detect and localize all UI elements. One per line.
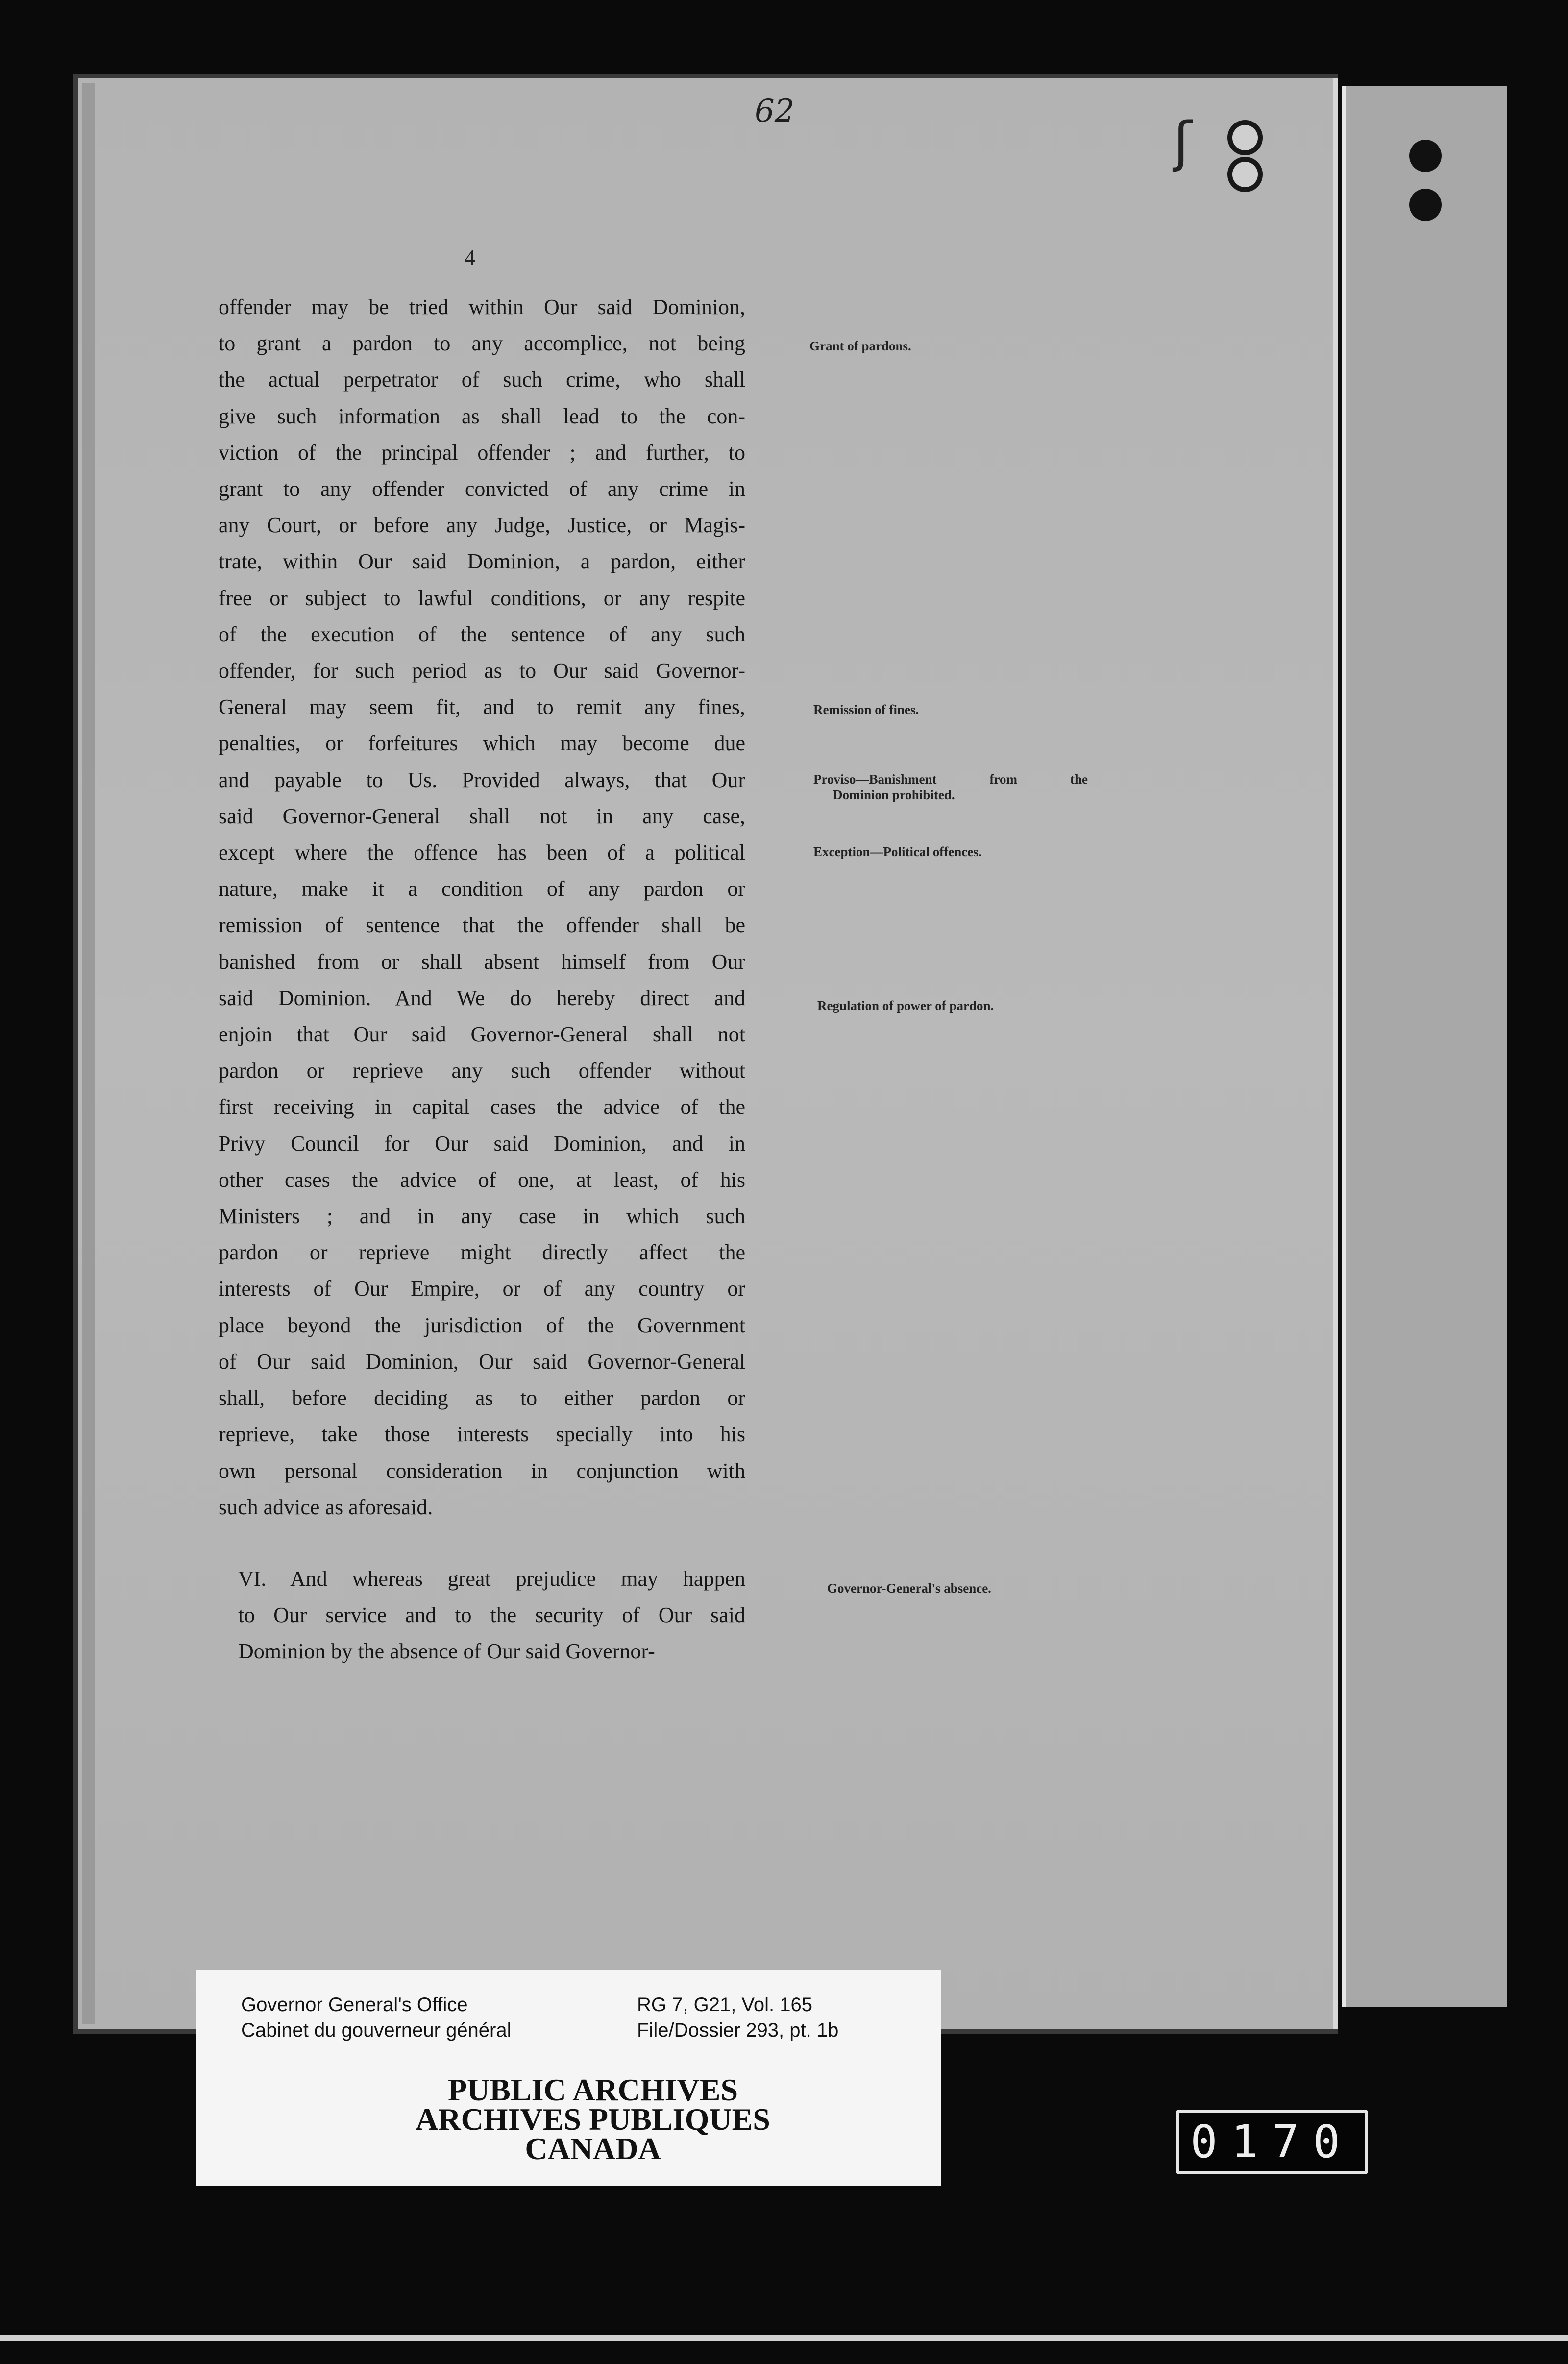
archive-office-en: Governor General's Office [241,1994,468,2016]
text-line: General may seem fit, and to remit any fines, [219,695,745,719]
archives-stamp-line3: CANADA [525,2131,661,2166]
text-line: said Governor-General shall not in any case, [219,804,745,828]
archive-office-fr: Cabinet du gouverneur général [241,2019,512,2041]
text-line: penalties, or forfeitures which may become due [219,731,745,756]
text-line: viction of the principal offender ; and further, to [219,440,745,465]
margin-note-proviso [813,771,1088,803]
text-line: own personal consideration in conjunction with [219,1458,745,1483]
page-edge [82,83,95,2024]
text-line: grant to any offender convicted of any crime in [219,477,745,501]
handwritten-page-number: 62 [755,93,795,129]
circle-mark-icon [1227,120,1263,155]
text-line: offender, for such period as to Our said Governor- [219,659,745,683]
text-line: of the execution of the sentence of any such [219,622,745,646]
printed-page-number: 4 [465,246,475,270]
text-line: such advice as aforesaid. [219,1495,433,1519]
handwritten-mark-icon: ʃ [1174,110,1192,173]
margin-note-proviso-line2: Dominion prohibited. [833,788,955,802]
text-line: any Court, or before any Judge, Justice, or Magis- [219,513,745,538]
text-line: Privy Council for Our said Dominion, and in [219,1131,745,1156]
text-line: reprieve, take those interests specially into his [219,1422,745,1447]
archives-stamp-line1: PUBLIC ARCHIVES [447,2072,738,2107]
archive-ref: RG 7, G21, Vol. 165 [637,1994,812,2016]
margin-note-proviso-line1: Proviso—Banishment from the [813,772,1088,787]
archive-tag-office [241,1992,512,2043]
text-line: trate, within Our said Dominion, a pardon, either [219,549,745,574]
archive-tag-reference [637,1992,838,2043]
text-line: to grant a pardon to any accomplice, not being [219,331,745,356]
adjacent-page [1342,86,1507,2007]
margin-note-exception: Exception—Political offences. [813,844,982,859]
text-line: enjoin that Our said Governor-General shall not [219,1022,745,1047]
text-line: shall, before deciding as to either pardon or [219,1386,745,1410]
text-line: banished from or shall absent himself from Our [219,949,745,974]
text-line: Dominion by the absence of Our said Governor- [238,1639,655,1664]
text-line: pardon or reprieve any such offender without [219,1059,745,1083]
circle-mark-icon [1227,157,1263,192]
text-line: other cases the advice of one, at least, of his [219,1167,745,1192]
text-line: VI. And whereas great prejudice may happen [238,1566,745,1591]
archives-stamp-line2: ARCHIVES PUBLIQUES [416,2102,770,2137]
archive-file: File/Dossier 293, pt. 1b [637,2019,839,2041]
film-edge [0,2335,1568,2341]
paragraph-vi [219,1561,745,1670]
text-line: first receiving in capital cases the advice of the [219,1095,745,1119]
punch-hole-icon [1409,189,1442,221]
text-line: of Our said Dominion, Our said Governor-General [219,1349,745,1374]
text-line: give such information as shall lead to the con- [219,404,745,428]
text-line: place beyond the jurisdiction of the Government [219,1313,745,1337]
text-line: the actual perpetrator of such crime, who shall [219,368,745,392]
margin-note-absence: Governor-General's absence. [827,1581,991,1596]
text-line: to Our service and to the security of Our said [238,1603,745,1627]
text-line: Ministers ; and in any case in which such [219,1204,745,1229]
text-line: except where the offence has been of a political [219,840,745,865]
text-line: pardon or reprieve might directly affect the [219,1240,745,1265]
archives-stamp [372,2072,813,2166]
text-line: remission of sentence that the offender shall be [219,913,745,937]
margin-note-remission-of-fines: Remission of fines. [813,702,919,717]
text-line: and payable to Us. Provided always, that Our [219,767,745,792]
punch-hole-icon [1409,140,1442,172]
text-line: said Dominion. And We do hereby direct and [219,985,745,1010]
text-line: nature, make it a condition of any pardon or [219,877,745,901]
paragraph-pardons [219,289,745,1526]
frame-number: 0170 [1176,2110,1368,2174]
margin-note-regulation: Regulation of power of pardon. [817,998,994,1013]
text-line: offender may be tried within Our said Dominion, [219,295,745,319]
margin-note-grant-of-pardons: Grant of pardons. [809,339,911,353]
text-line: interests of Our Empire, or of any country or [219,1277,745,1301]
text-line: free or subject to lawful conditions, or any respite [219,586,745,610]
body-text [219,289,745,1670]
